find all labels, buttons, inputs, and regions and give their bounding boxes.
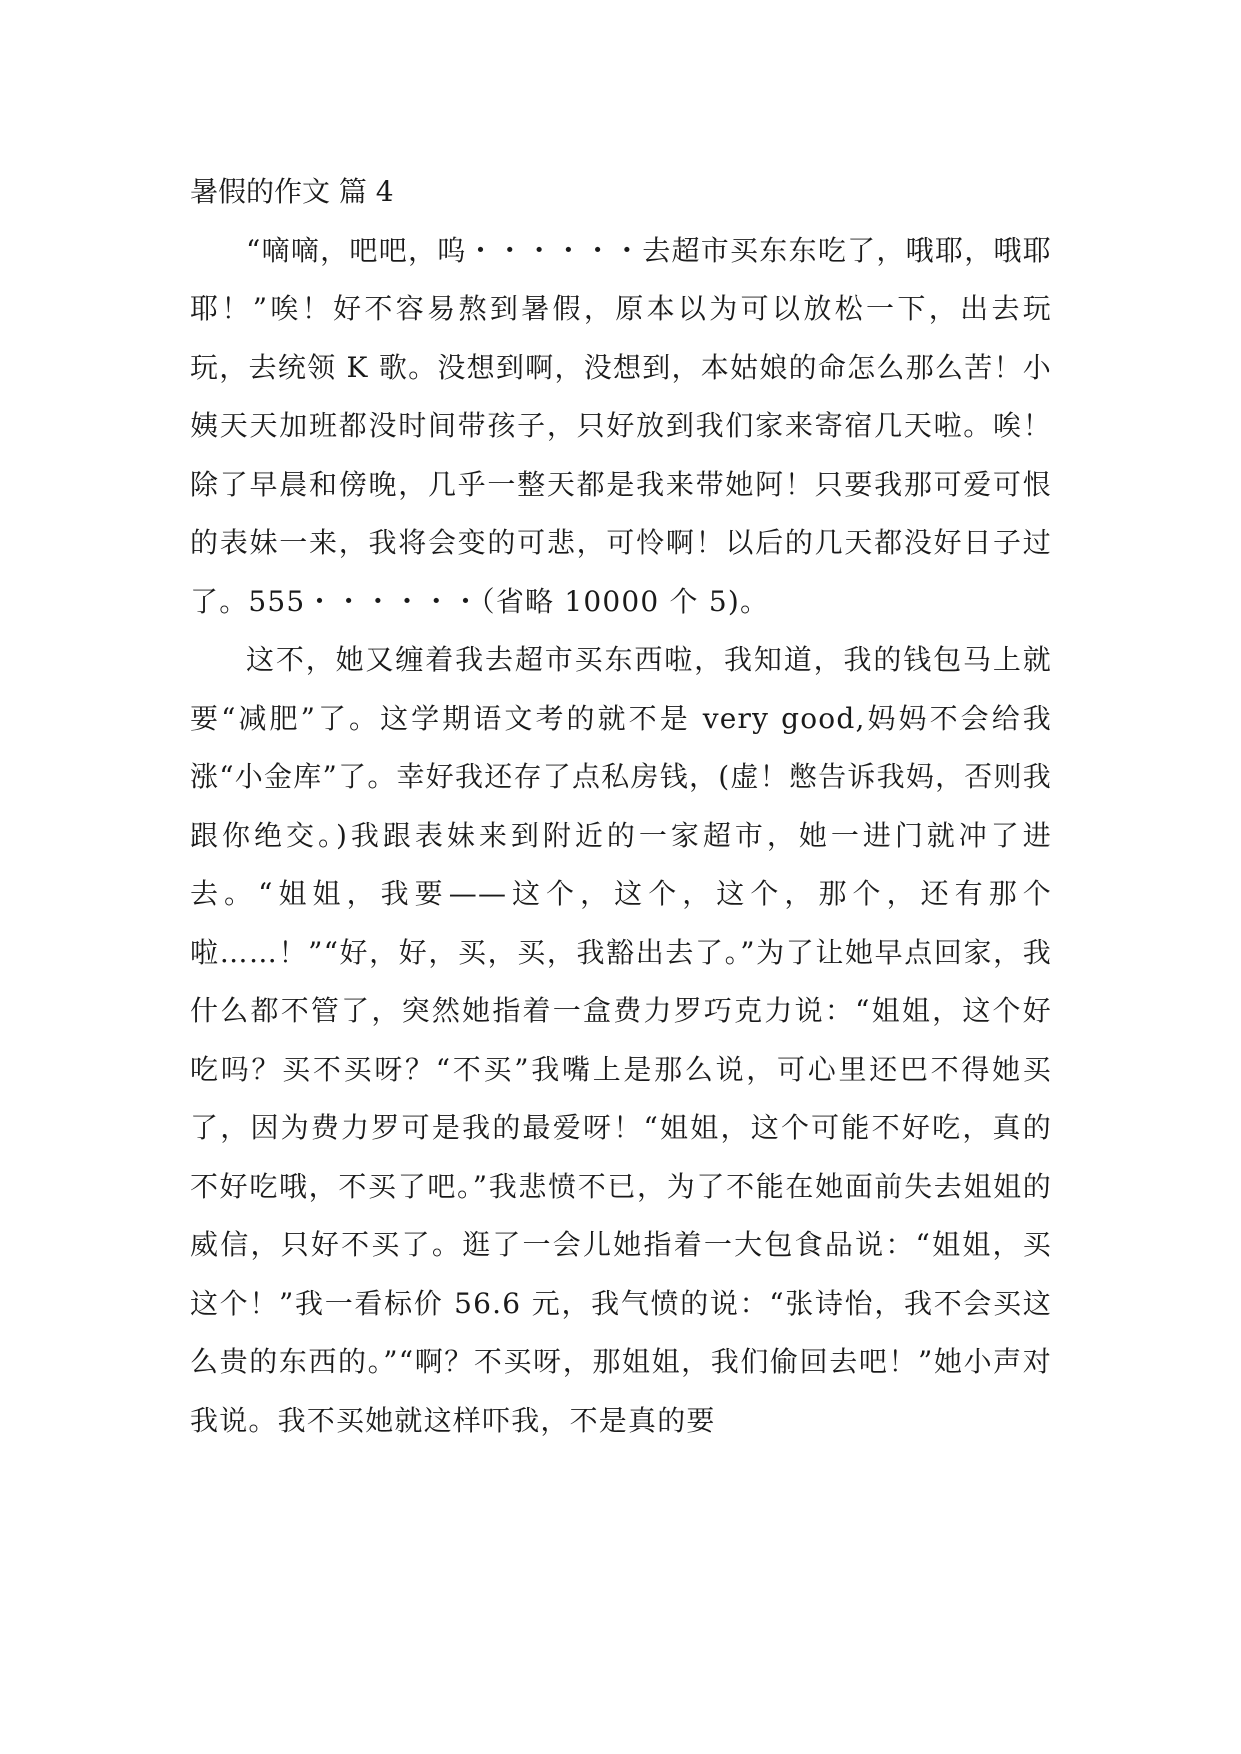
paragraph-1: “嘀嘀，吧吧，呜・・・・・・去超市买东东吃了，哦耶，哦耶耶！”唉！好不容易熬到暑假，原本以为可以放松一下，出去玩玩，去统领 K 歌。没想到啊，没想到，本姑娘的命怎么那么苦！小姨天天加班都没时间带孩子，只好放到我们家来寄宿几天啦。唉！除了早晨和傍晚，几乎一整天都是我来带她阿！只要我那可爱可恨的表妹一来，我将会变的可悲，可怜啊！以后的几天都没好日子过了。555・・・・・・（省略 10000 个 5)。 — [190, 233, 1052, 618]
document-body — [190, 163, 1052, 1450]
document-title: 暑假的作文 篇 4 — [190, 175, 394, 208]
paragraph-2: 这不，她又缠着我去超市买东西啦，我知道，我的钱包马上就要“减肥”了。这学期语文考的就不是 very good,妈妈不会给我涨“小金库”了。幸好我还存了点私房钱，(虚！憋告诉我妈，否则我跟你绝交。)我跟表妹来到附近的一家超市，她一进门就冲了进去。“姐姐，我要——这个，这个，这个，那个，还有那个啦……！”“好，好，买，买，我豁出去了。”为了让她早点回家，我什么都不管了，突然她指着一盒费力罗巧克力说：“姐姐，这个好吃吗？买不买呀？“不买”我嘴上是那么说，可心里还巴不得她买了，因为费力罗可是我的最爱呀！“姐姐，这个可能不好吃，真的不好吃哦，不买了吧。”我悲愤不已，为了不能在她面前失去姐姐的威信，只好不买了。逛了一会儿她指着一大包食品说：“姐姐，买这个！”我一看标价 56.6 元，我气愤的说：“张诗怡，我不会买这么贵的东西的。”“啊？不买呀，那姐姐，我们偷回去吧！”她小声对我说。我不买她就这样吓我，不是真的要 — [190, 643, 1052, 1437]
